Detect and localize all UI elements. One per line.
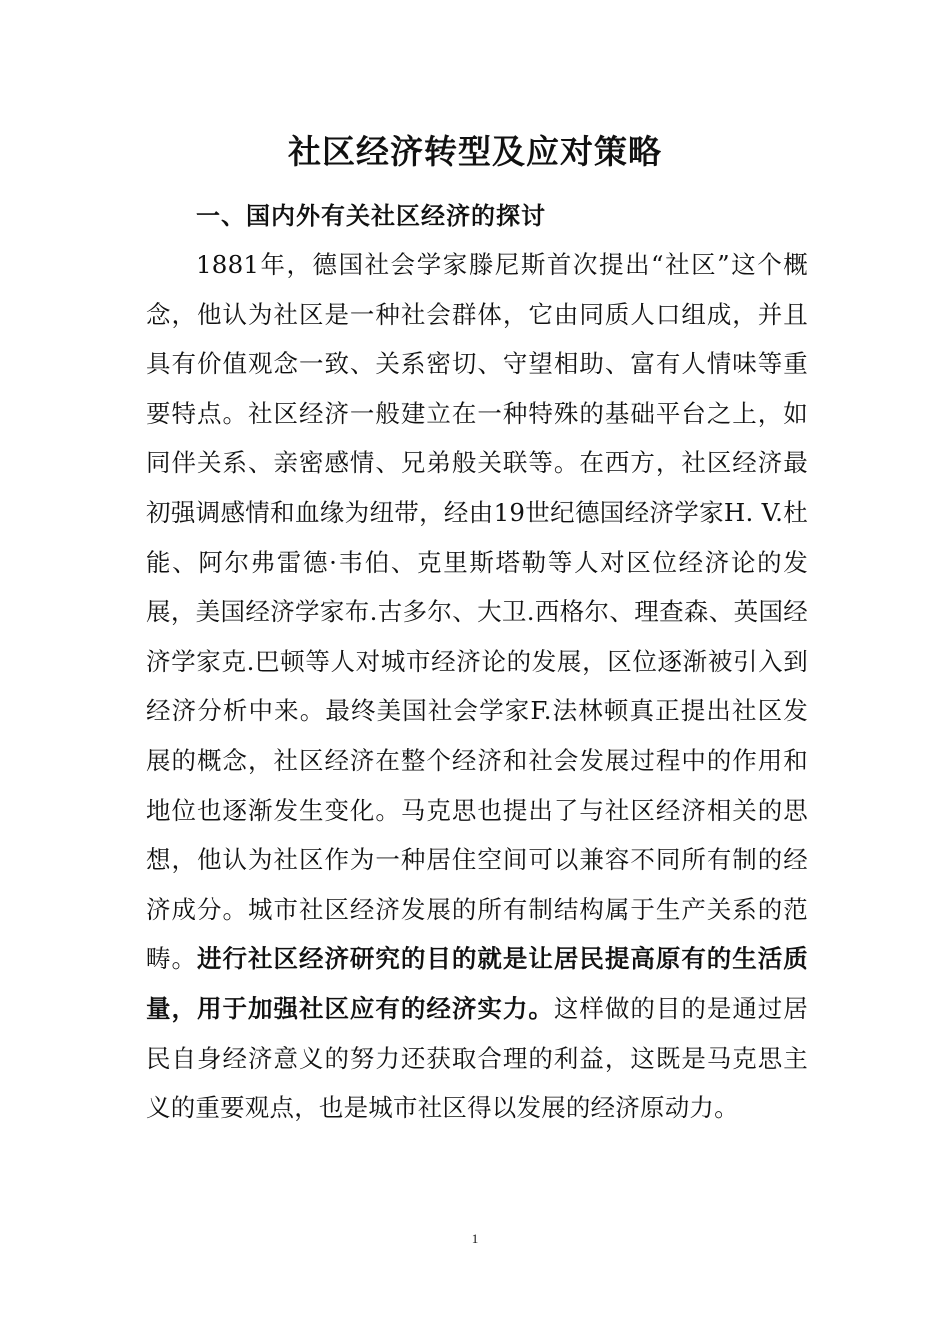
section-heading: 一、国内外有关社区经济的探讨	[196, 201, 546, 230]
paragraph-text-after-emphasis: 这样做的目的是通过居民自身经济意义的努力还获取合理的利益，这既是马克思主义的重要观点，也是城市社区得以发展的经济原动力。	[146, 993, 809, 1123]
paragraph-emphasis-text: 进行社区经济研究的目的就是让居民提高原有的生活质量，用于加强社区应有的经济实力。	[146, 944, 808, 1023]
body-paragraph	[146, 240, 808, 1133]
page-number: 1	[471, 1231, 479, 1246]
paragraph-text-before-emphasis: 1881年，德国社会学家滕尼斯首次提出“社区”这个概念，他认为社区是一种社会群体，它由同质人口组成，并且具有价值观念一致、关系密切、守望相助、富有人情味等重要特点。社区经济一般建立在一种特殊的基础平台之上，如同伴关系、亲密感情、兄弟般关联等。在西方，社区经济最初强调感情和血缘为纽带，经由19世纪德国经济学家H. V.杜能、阿尔弗雷德·韦伯、克里斯塔勒等人对区位经济论的发展，美国经济学家布.古多尔、大卫.西格尔、理查森、英国经济学家克.巴顿等人对城市经济论的发展，区位逐渐被引入到经济分析中来。最终美国社会学家F.法林顿真正提出社区发展的概念，社区经济在整个经济和社会发展过程中的作用和地位也逐渐发生变化。马克思也提出了与社区经济相关的思想，他认为社区作为一种居住空间可以兼容不同所有制的经济成分。城市社区经济发展的所有制结构属于生产关系的范畴。	[146, 250, 808, 974]
document-title: 社区经济转型及应对策略	[288, 132, 662, 171]
